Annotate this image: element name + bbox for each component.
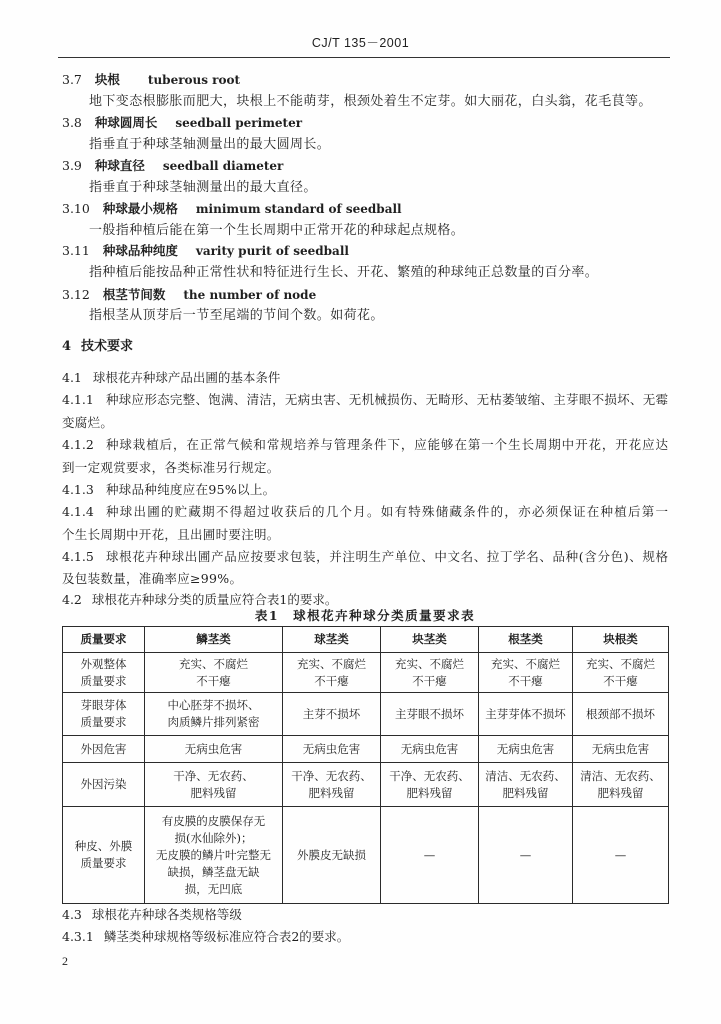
section-title: 技术要求 [81,339,134,354]
clause-text: 球根花卉种球分类的质量应符合表1的要求。 [91,592,338,607]
table-row-label: 芽眼芽体 质量要求 [63,693,145,736]
clause-line: 变腐烂。 [62,415,114,430]
table-cell: — [573,807,669,904]
clause-number: 4.1.1 [62,392,94,407]
definition-term-line [62,157,283,175]
definition-text: 地下变态根膨胀而肥大，块根上不能萌芽，根颈处着生不定芽。如大丽花，白头翁，花毛茛等。 [89,94,652,109]
definition-text: 一般指种植后能在第一个生长周期中正常开花的种球起点规格。 [89,223,465,238]
clause-text: 鳞茎类种球规格等级标准应符合表2的要求。 [103,929,350,944]
definition-number: 3.7 [62,72,82,87]
definition-term-zh: 种球直径 [94,158,145,173]
clause-number: 4.3.1 [62,929,94,944]
clause-title: 球根花卉种球产品出圃的基本条件 [92,370,281,385]
definition-text: 指垂直于种球茎轴测量出的最大圆周长。 [89,137,331,152]
table-cell: 主芽不损坏 [283,693,381,736]
table-cell: 无病虫危害 [283,736,381,763]
clause-number: 4.3 [62,907,82,922]
table-cell: 无病虫危害 [145,736,283,763]
page-number: 2 [62,954,68,968]
table-row-label: 种皮、外膜 质量要求 [63,807,145,904]
table-cell: 根颈部不损坏 [573,693,669,736]
table-header-row [63,627,669,653]
definition-term-en: seedball diameter [162,159,284,173]
definition-term-line [62,242,349,260]
table-cell: — [479,807,573,904]
table-cell: 充实、不腐烂 不干瘪 [573,653,669,693]
table-cell: 主芽眼不损坏 [381,693,479,736]
table-row [63,693,669,736]
definition-text: 指垂直于种球茎轴测量出的最大直径。 [89,180,317,195]
definition-term-zh: 种球品种纯度 [102,243,178,258]
table-cell: 外膜皮无缺损 [283,807,381,904]
definition-number: 3.11 [62,243,90,258]
definition-number: 3.12 [62,287,90,302]
definition-term-line [62,286,316,304]
clause-paragraph [62,591,337,609]
table-row-label: 外因危害 [63,736,145,763]
clause-heading [62,906,242,924]
table-cell: 充实、不腐烂 不干瘪 [283,653,381,693]
clause-number: 4.1.2 [62,437,94,452]
clause-line: 种球应形态完整、饱满、清洁，无病虫害、无机械损伤、无畸形、无枯萎皱缩、主芽眼不损坏、无霉 [106,392,668,407]
table-header-cell: 块根类 [573,627,669,653]
table-label: 表1 [254,608,280,623]
definition-term-zh: 种球圆周长 [94,115,158,130]
clause-line: 球根花卉种球出圃产品应按要求包装，并注明生产单位、中文名、拉丁学名、品种(含分色)、规格 [106,549,668,564]
table-cell: 清洁、无农药、 肥料残留 [479,763,573,807]
table-cell: 中心胚芽不损坏、 肉质鳞片排列紧密 [145,693,283,736]
definition-number: 3.9 [62,158,82,173]
clause-line: 个生长周期中开花，且出圃时要注明。 [62,527,280,542]
table-row-label: 外观整体 质量要求 [63,653,145,693]
definition-number: 3.8 [62,115,82,130]
table-cell: 主芽芽体不损坏 [479,693,573,736]
table-row [63,736,669,763]
table-header-cell: 块茎类 [381,627,479,653]
clause-line: 种球栽植后，在正常气候和常规培养与管理条件下，应能够在第一个生长周期中开花，开花应达 [106,437,668,452]
definition-term-zh: 块根 [94,72,120,87]
quality-requirements-table [62,626,669,904]
table-cell: — [381,807,479,904]
definition-text: 指种植后能按品种正常性状和特征进行生长、开花、繁殖的种球纯正总数量的百分率。 [89,265,599,280]
table-row [63,763,669,807]
table-header-cell: 根茎类 [479,627,573,653]
definition-term-en: tuberous root [147,73,241,87]
table-cell: 充实、不腐烂 不干瘪 [479,653,573,693]
table-header-cell: 质量要求 [63,627,145,653]
table-cell: 无病虫危害 [573,736,669,763]
table-cell: 无病虫危害 [381,736,479,763]
standard-code-header: CJ/T 135－2001 [311,36,410,50]
table-cell: 清洁、无农药、 肥料残留 [573,763,669,807]
clause-line: 及包装数量，准确率应≥99%。 [62,571,243,586]
clause-line: 种球品种纯度应在95%以上。 [106,482,276,497]
table-header-cell: 球茎类 [283,627,381,653]
clause-number: 4.2 [62,592,82,607]
section-number: 4 [62,339,72,354]
clause-paragraph [62,928,349,946]
definition-term-zh: 种球最小规格 [102,201,178,216]
table-row [63,653,669,693]
table-cell: 有皮膜的皮膜保存无 损(水仙除外)； 无皮膜的鳞片叶完整无 缺损，鳞茎盘无缺 损，无凹底 [145,807,283,904]
definition-term-en: varity purit of seedball [195,244,349,258]
definition-term-line [62,200,402,218]
definition-term-line [62,71,240,89]
clause-number: 4.1.5 [62,549,94,564]
table-cell: 干净、无农药、 肥料残留 [145,763,283,807]
clause-title: 球根花卉种球各类规格等级 [91,907,242,922]
table-title: 球根花卉种球分类质量要求表 [293,608,476,623]
clause-number: 4.1 [62,370,82,385]
definition-term-en: the number of node [183,288,317,302]
definition-term-en: minimum standard of seedball [195,202,402,216]
header-rule [58,57,670,58]
clause-heading [62,369,280,387]
table-row [63,807,669,904]
table-cell: 干净、无农药、 肥料残留 [381,763,479,807]
clause-number: 4.1.3 [62,482,94,497]
table-header-cell: 鳞茎类 [145,627,283,653]
definition-text: 指根茎从顶芽后一节至尾端的节间个数。如荷花。 [89,308,384,323]
table-caption [62,608,668,624]
table-row-label: 外因污染 [63,763,145,807]
table-cell: 充实、不腐烂 不干瘪 [381,653,479,693]
definition-term-zh: 根茎节间数 [102,287,166,302]
clause-line: 到一定观赏要求，各类标准另行规定。 [62,460,280,475]
definition-term-en: seedball perimeter [175,116,303,130]
table-cell: 无病虫危害 [479,736,573,763]
clause-line: 种球出圃的贮藏期不得超过收获后的几个月。如有特殊储藏条件的，亦必须保证在种植后第一 [106,504,668,519]
definition-term-line [62,114,302,132]
definition-number: 3.10 [62,201,90,216]
table-cell: 充实、不腐烂 不干瘪 [145,653,283,693]
table-cell: 干净、无农药、 肥料残留 [283,763,381,807]
clause-number: 4.1.4 [62,504,94,519]
section-heading [62,338,133,356]
